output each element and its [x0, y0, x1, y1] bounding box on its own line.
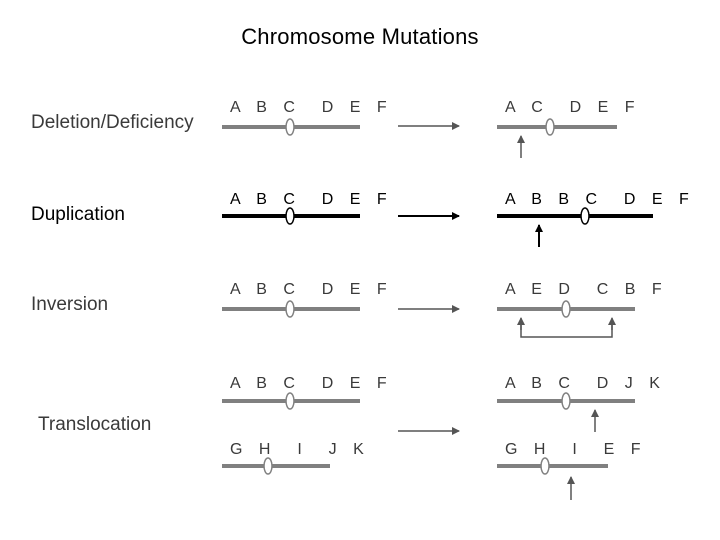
duplication-after-chromosome — [497, 208, 653, 224]
duplication-before-letters: A B C D E F — [230, 191, 393, 208]
centromere — [541, 458, 549, 474]
translocation-after-chromosome-1 — [497, 393, 635, 409]
centromere — [581, 208, 589, 224]
centromere — [286, 208, 294, 224]
inversion-after-letters: A E D C B F — [505, 281, 668, 298]
duplication-before-chromosome — [222, 208, 360, 224]
inversion-label: Inversion — [31, 294, 109, 315]
inversion-before-chromosome — [222, 301, 360, 317]
centromere — [264, 458, 272, 474]
inversion-before-letters: A B C D E F — [230, 281, 393, 298]
deletion-after-chromosome — [497, 119, 617, 135]
deletion-before-letters: A B C D E F — [230, 99, 393, 116]
centromere — [546, 119, 554, 135]
centromere — [562, 393, 570, 409]
diagram-title: Chromosome Mutations — [241, 24, 479, 49]
deletion-label: Deletion/Deficiency — [31, 112, 194, 133]
deletion-before-chromosome — [222, 119, 360, 135]
translocation-after-chromosome-2 — [497, 458, 608, 474]
duplication-label: Duplication — [31, 204, 125, 225]
inversion-bracket-arrows — [521, 318, 612, 337]
translocation-before-chromosome-1 — [222, 393, 360, 409]
translocation-after-letters-2: G H I E F — [505, 441, 647, 458]
centromere — [286, 119, 294, 135]
translocation-label: Translocation — [38, 414, 152, 435]
centromere — [562, 301, 570, 317]
translocation-before-letters-1: A B C D E F — [230, 375, 393, 392]
translocation-before-chromosome-2 — [222, 458, 330, 474]
translocation-after-letters-1: A B C D J K — [505, 375, 666, 392]
centromere — [286, 393, 294, 409]
translocation-before-letters-2: G H I J K — [230, 441, 370, 458]
inversion-after-chromosome — [497, 301, 635, 317]
duplication-after-letters: A B B C D E F — [505, 191, 695, 208]
centromere — [286, 301, 294, 317]
deletion-after-letters: A C D E F — [505, 99, 641, 116]
